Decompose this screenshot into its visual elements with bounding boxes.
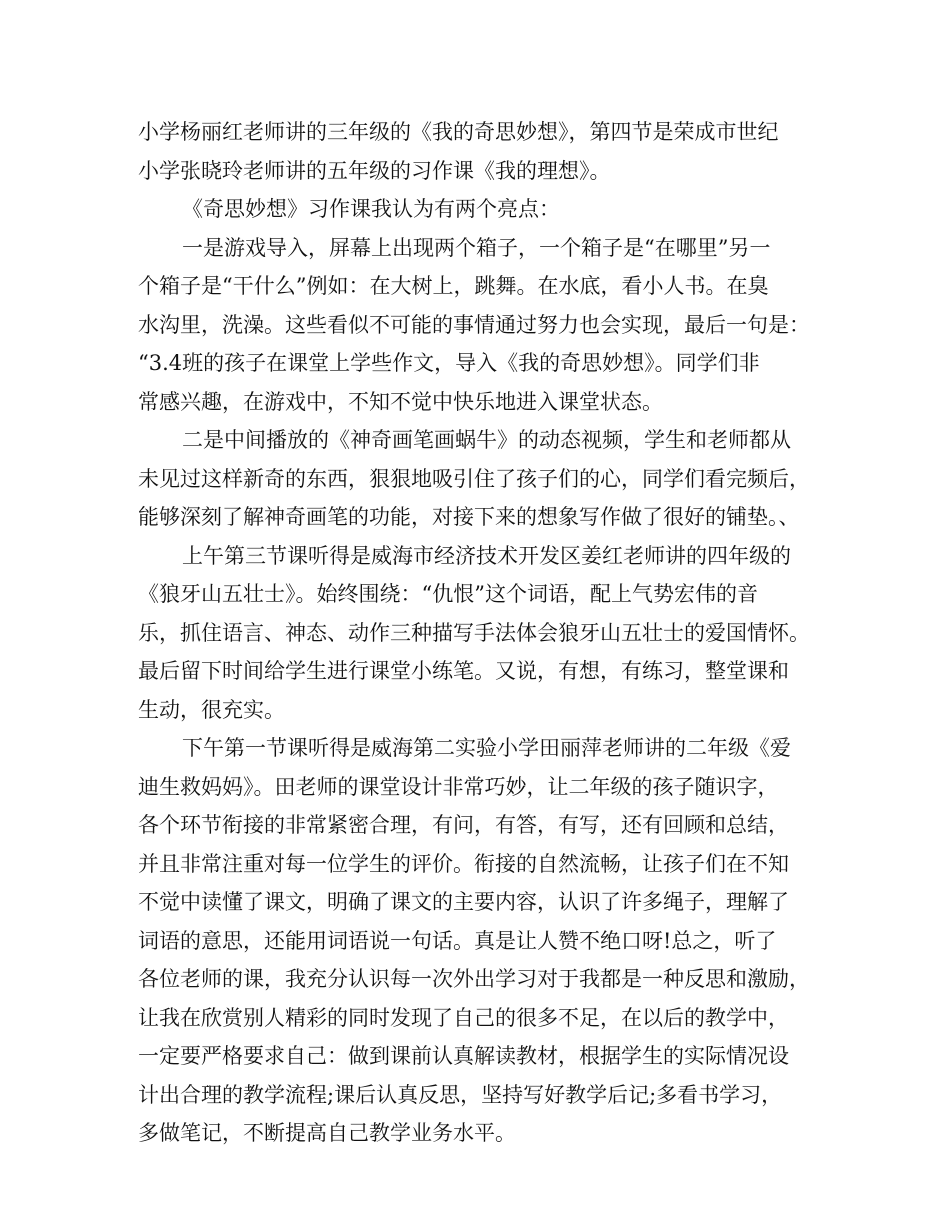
text-line: “3.4班的孩子在课堂上学些作文，导入《我的奇思妙想》。同学们非 (138, 351, 760, 375)
text-line: 《奇思妙想》习作课我认为有两个亮点： (182, 197, 560, 221)
text-line: 生动，很充实。 (138, 697, 285, 722)
text-line: 一是游戏导入，屏幕上出现两个箱子，一个箱子是“在哪里”另一 (182, 235, 771, 260)
text-line: 各个环节衔接的非常紧密合理，有问，有答，有写，还有回顾和总结， (138, 813, 789, 837)
text-line: 上午第三节课听得是威海市经济技术开发区姜红老师讲的四年级的 (182, 543, 791, 568)
text-line: 让我在欣赏别人精彩的同时发现了自己的很多不足，在以后的教学中， (138, 1005, 789, 1030)
text-line: 水沟里，洗澡。这些看似不可能的事情通过努力也会实现，最后一句是： (138, 312, 810, 337)
text-line: 未见过这样新奇的东西，狠狠地吸引住了孩子们的心，同学们看完频后， (138, 466, 810, 491)
text-line: 并且非常注重对每一位学生的评价。衔接的自然流畅，让孩子们在不知 (138, 851, 789, 876)
text-line: 《狼牙山五壮士》。始终围绕：“仇恨”这个词语，配上气势宏伟的音 (138, 582, 758, 606)
text-line: 多做笔记，不断提高自己教学业务水平。 (138, 1121, 516, 1145)
text-line: 词语的意思，还能用词语说一句话。真是让人赞不绝口呀!总之，听了 (138, 928, 777, 953)
text-line: 下午第一节课听得是威海第二实验小学田丽萍老师讲的二年级《爱 (182, 736, 791, 760)
text-line: 最后留下时间给学生进行课堂小练笔。又说，有想，有练习，整堂课和 (138, 659, 789, 683)
text-line: 小学杨丽红老师讲的三年级的《我的奇思妙想》，第四节是荣成市世纪 (138, 120, 779, 144)
text-line: 一定要严格要求自己：做到课前认真解读教材，根据学生的实际情况设 (138, 1044, 789, 1068)
text-line: 个箱子是“干什么”例如：在大树上，跳舞。在水底，看小人书。在臭 (138, 274, 769, 298)
text-line: 小学张晓玲老师讲的五年级的习作课《我的理想》。 (138, 158, 611, 183)
text-line: 能够深刻了解神奇画笔的功能，对接下来的想象写作做了很好的铺垫。、 (138, 505, 800, 529)
text-line: 迪生救妈妈》。田老师的课堂设计非常巧妙，让二年级的孩子随识字， (138, 774, 779, 799)
text-line: 计出合理的教学流程;课后认真反思，坚持写好教学后记;多看书学习， (138, 1082, 783, 1107)
text-line: 不觉中读懂了课文，明确了课文的主要内容，认识了许多绳子，理解了 (138, 890, 789, 914)
text-line: 二是中间播放的《神奇画笔画蜗牛》的动态视频，学生和老师都从 (182, 428, 791, 452)
text-line: 乐，抓住语言、神态、动作三种描写手法体会狼牙山五壮士的爱国情怀。 (138, 620, 810, 645)
text-line: 常感兴趣，在游戏中，不知不觉中快乐地进入课堂状态。 (138, 389, 663, 414)
text-line: 各位老师的课，我充分认识每一次外出学习对于我都是一种反思和激励， (138, 967, 810, 991)
document-body (138, 113, 838, 1153)
